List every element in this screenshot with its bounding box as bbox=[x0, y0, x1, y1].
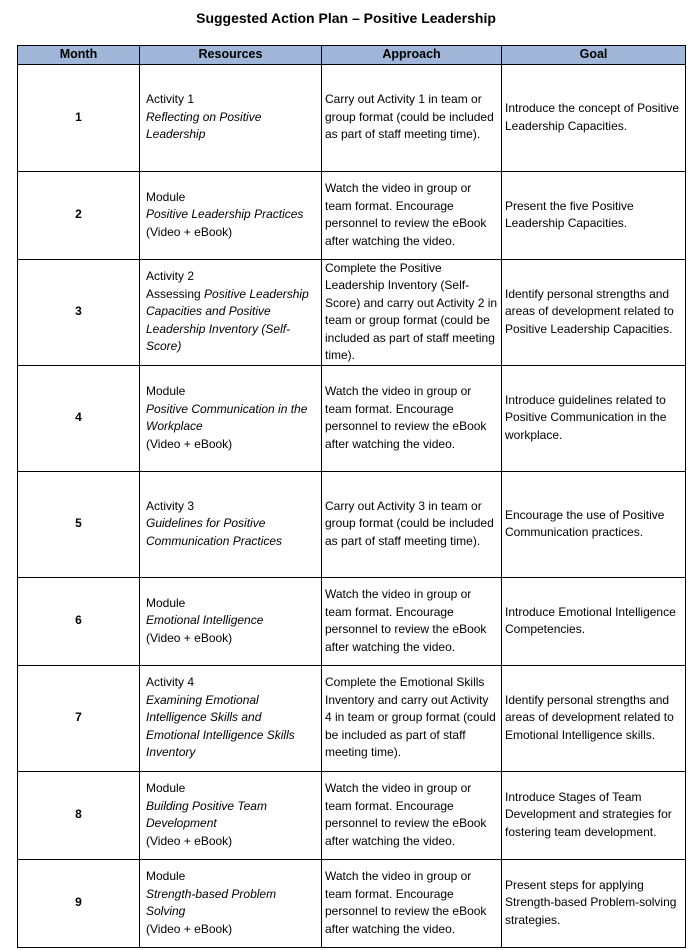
table-header-row bbox=[18, 46, 686, 65]
resource-text: Positive Leadership Practices bbox=[146, 207, 304, 222]
month-cell: 5 bbox=[18, 471, 140, 577]
month-cell: 1 bbox=[18, 64, 140, 171]
resources-cell bbox=[140, 471, 322, 577]
resource-text: Module bbox=[146, 189, 186, 204]
table-row bbox=[18, 665, 686, 771]
table-row bbox=[18, 859, 686, 947]
resource-text: (Video + eBook) bbox=[146, 630, 233, 645]
resource-text: Positive Communication in the Workplace bbox=[146, 401, 308, 433]
approach-cell: Carry out Activity 1 in team or group format (could be included as part of staff meeting time). bbox=[322, 64, 502, 171]
action-plan-table bbox=[17, 45, 686, 948]
approach-cell: Carry out Activity 3 in team or group format (could be included as part of staff meeting time). bbox=[322, 471, 502, 577]
goal-cell: Identify personal strengths and areas of development related to Positive Leadership Capacities. bbox=[502, 259, 686, 365]
resource-text: Module bbox=[146, 781, 186, 795]
approach-cell: Watch the video in group or team format. Encourage personnel to review the eBook after watching the video. bbox=[322, 365, 502, 471]
month-cell: 8 bbox=[18, 771, 140, 859]
table-row bbox=[18, 577, 686, 665]
resource-text: Assessing bbox=[146, 286, 205, 301]
goal-cell: Introduce Stages of Team Development and strategies for fostering team development. bbox=[502, 771, 686, 859]
header-approach: Approach bbox=[322, 46, 502, 65]
resource-text: Reflecting on Positive Leadership bbox=[146, 109, 262, 142]
page-title: Suggested Action Plan – Positive Leadership bbox=[196, 10, 496, 26]
table-row bbox=[18, 171, 686, 259]
goal-cell: Introduce Emotional Intelligence Competencies. bbox=[502, 577, 686, 665]
approach-cell: Complete the Positive Leadership Inventory (Self-Score) and carry out Activity 2 in team or group format (could be included as part of staff meeting time). bbox=[322, 259, 502, 365]
resource-text: (Video + eBook) bbox=[146, 921, 233, 936]
month-cell: 7 bbox=[18, 665, 140, 771]
goal-cell: Introduce guidelines related to Positive Communication in the workplace. bbox=[502, 365, 686, 471]
table-row bbox=[18, 771, 686, 859]
resource-text: Guidelines for Positive Communication Practices bbox=[146, 516, 283, 548]
resource-text: Positive Leadership Capacities and Positive Leadership Inventory (Self-Score) bbox=[146, 286, 309, 354]
goal-cell: Identify personal strengths and areas of development related to Emotional Intelligence skills. bbox=[502, 665, 686, 771]
resources-cell bbox=[140, 665, 322, 771]
resources-cell bbox=[140, 771, 322, 859]
table-row bbox=[18, 365, 686, 471]
resource-text: Examining Emotional Intelligence Skills and Emotional Intelligence Skills Inventory bbox=[146, 692, 295, 760]
approach-cell: Complete the Emotional Skills Inventory and carry out Activity 4 in team or group format (could be included as part of staff meeting time). bbox=[322, 665, 502, 771]
month-cell: 2 bbox=[18, 171, 140, 259]
month-cell: 3 bbox=[18, 259, 140, 365]
resource-text: Module bbox=[146, 384, 186, 398]
table-row bbox=[18, 64, 686, 171]
month-cell: 4 bbox=[18, 365, 140, 471]
goal-cell: Introduce the concept of Positive Leadership Capacities. bbox=[502, 64, 686, 171]
resource-text: Emotional Intelligence bbox=[146, 613, 264, 628]
approach-cell: Watch the video in group or team format. Encourage personnel to review the eBook after watching the video. bbox=[322, 171, 502, 259]
goal-cell: Encourage the use of Positive Communication practices. bbox=[502, 471, 686, 577]
header-month: Month bbox=[18, 46, 140, 65]
month-cell: 6 bbox=[18, 577, 140, 665]
resources-cell bbox=[140, 365, 322, 471]
resource-text: (Video + eBook) bbox=[146, 224, 233, 239]
resource-text: (Video + eBook) bbox=[146, 833, 233, 848]
table-row bbox=[18, 471, 686, 577]
header-goal: Goal bbox=[502, 46, 686, 65]
resource-text: Module bbox=[146, 595, 186, 610]
goal-cell: Present the five Positive Leadership Capacities. bbox=[502, 171, 686, 259]
resource-text: Activity 1 bbox=[146, 92, 195, 107]
table-row bbox=[18, 259, 686, 365]
resource-text: Activity 4 bbox=[146, 675, 195, 690]
resource-text: Strength-based Problem Solving bbox=[146, 886, 277, 918]
resource-text: Activity 2 bbox=[146, 269, 195, 284]
resource-text: (Video + eBook) bbox=[146, 436, 233, 451]
resources-cell bbox=[140, 577, 322, 665]
approach-cell: Watch the video in group or team format. Encourage personnel to review the eBook after watching the video. bbox=[322, 577, 502, 665]
approach-cell: Watch the video in group or team format. Encourage personnel to review the eBook after watching the video. bbox=[322, 859, 502, 947]
resources-cell bbox=[140, 859, 322, 947]
goal-cell: Present steps for applying Strength-based Problem-solving strategies. bbox=[502, 859, 686, 947]
resource-text: Building Positive Team Development bbox=[146, 798, 267, 830]
resources-cell bbox=[140, 259, 322, 365]
resource-text: Activity 3 bbox=[146, 498, 195, 513]
month-cell: 9 bbox=[18, 859, 140, 947]
header-resources: Resources bbox=[140, 46, 322, 65]
resources-cell bbox=[140, 64, 322, 171]
approach-cell: Watch the video in group or team format. Encourage personnel to review the eBook after watching the video. bbox=[322, 771, 502, 859]
resource-text: Module bbox=[146, 869, 186, 883]
resources-cell bbox=[140, 171, 322, 259]
